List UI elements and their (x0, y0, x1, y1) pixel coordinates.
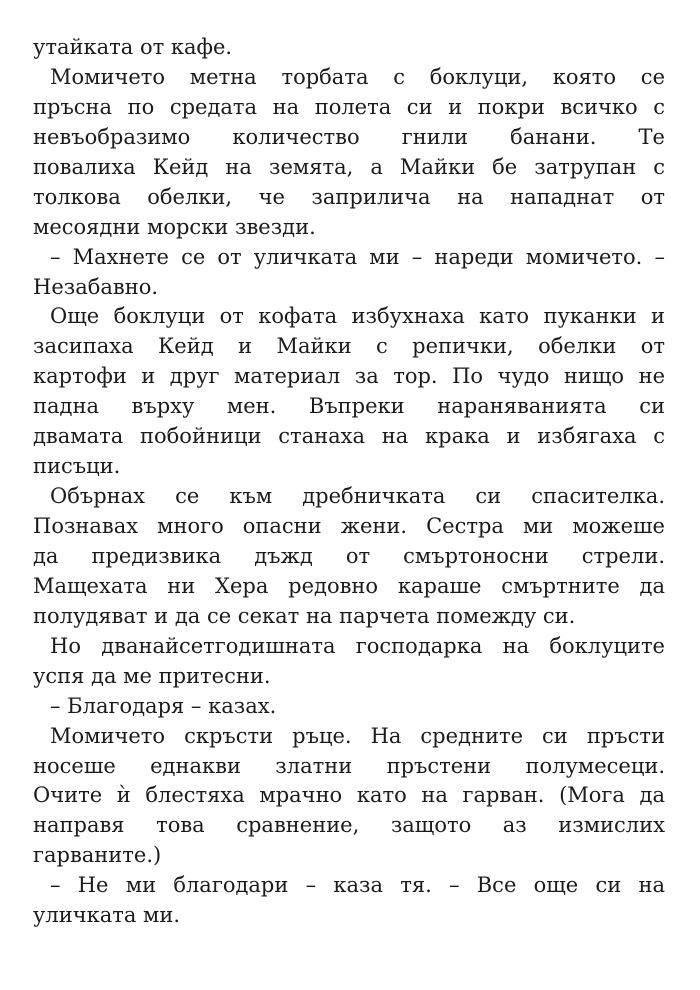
text-line: носеше еднакви златни пръстени полумесеци. (33, 753, 665, 778)
text-line: – Не ми благодари – каза тя. – Все още си на (50, 873, 665, 898)
text-line: пръсна по средата на полета си и покри всичко с (33, 94, 665, 119)
paragraph (33, 63, 665, 243)
text-line: двамата побойници станаха на крака и избягаха с (33, 424, 665, 449)
text-line: падна върху мен. Въпреки нараняванията си (33, 394, 665, 419)
paragraph (33, 632, 665, 692)
text-line: картофи и друг материал за тор. По чудо нищо не (33, 364, 665, 389)
text-line: – Махнете се от уличката ми – нареди момичето. – (50, 244, 665, 269)
text-line: Още боклуци от кофата избухнаха като пуканки и (50, 304, 665, 329)
text-line: направя това сравнение, защото аз измислих (33, 813, 665, 838)
text-line: толкова обелки, че заприлича на нападнат от (33, 184, 665, 209)
text-line: писъци. (33, 454, 121, 479)
paragraph (33, 722, 665, 872)
text-line: Момичето скръсти ръце. На средните си пръсти (50, 723, 665, 748)
paragraph (33, 692, 665, 722)
paragraph (33, 871, 665, 931)
text-line: повалиха Кейд на земята, а Майки бе затрупан с (33, 154, 665, 179)
text-line: Незабавно. (33, 274, 159, 299)
paragraph (33, 482, 665, 632)
text-line: Но дванайсетгодишната господарка на боклуците (50, 633, 665, 658)
paragraph (33, 33, 665, 63)
text-line: Мащехата ни Хера редовно караше смъртните да (33, 573, 665, 598)
paragraph (33, 243, 665, 303)
text-line: – Благодаря – казах. (50, 693, 277, 718)
text-line: Познавах много опасни жени. Сестра ми можеше (33, 514, 665, 538)
text-line: невъобразимо количество гнили банани. Те (33, 124, 665, 149)
text-line: полудяват и да се секат на парчета помежду си. (33, 603, 576, 628)
text-line: гарваните.) (33, 843, 162, 868)
text-line: утайката от кафе. (33, 35, 233, 59)
text-line: Момичето метна торбата с боклуци, която се (50, 64, 665, 89)
paragraph (33, 302, 665, 482)
text-line: Очите ѝ блестяха мрачно като на гарван. (Мога да (33, 783, 665, 808)
text-line: месоядни морски звезди. (33, 214, 316, 239)
text-line: Обърнах се към дребничката си спасителка. (50, 484, 665, 509)
page-body (33, 33, 665, 931)
text-line: да предизвика дъжд от смъртоносни стрели. (33, 543, 665, 568)
text-line: засипаха Кейд и Майки с репички, обелки от (33, 334, 665, 359)
text-line: уличката ми. (33, 903, 181, 928)
text-line: успя да ме притесни. (33, 663, 271, 688)
